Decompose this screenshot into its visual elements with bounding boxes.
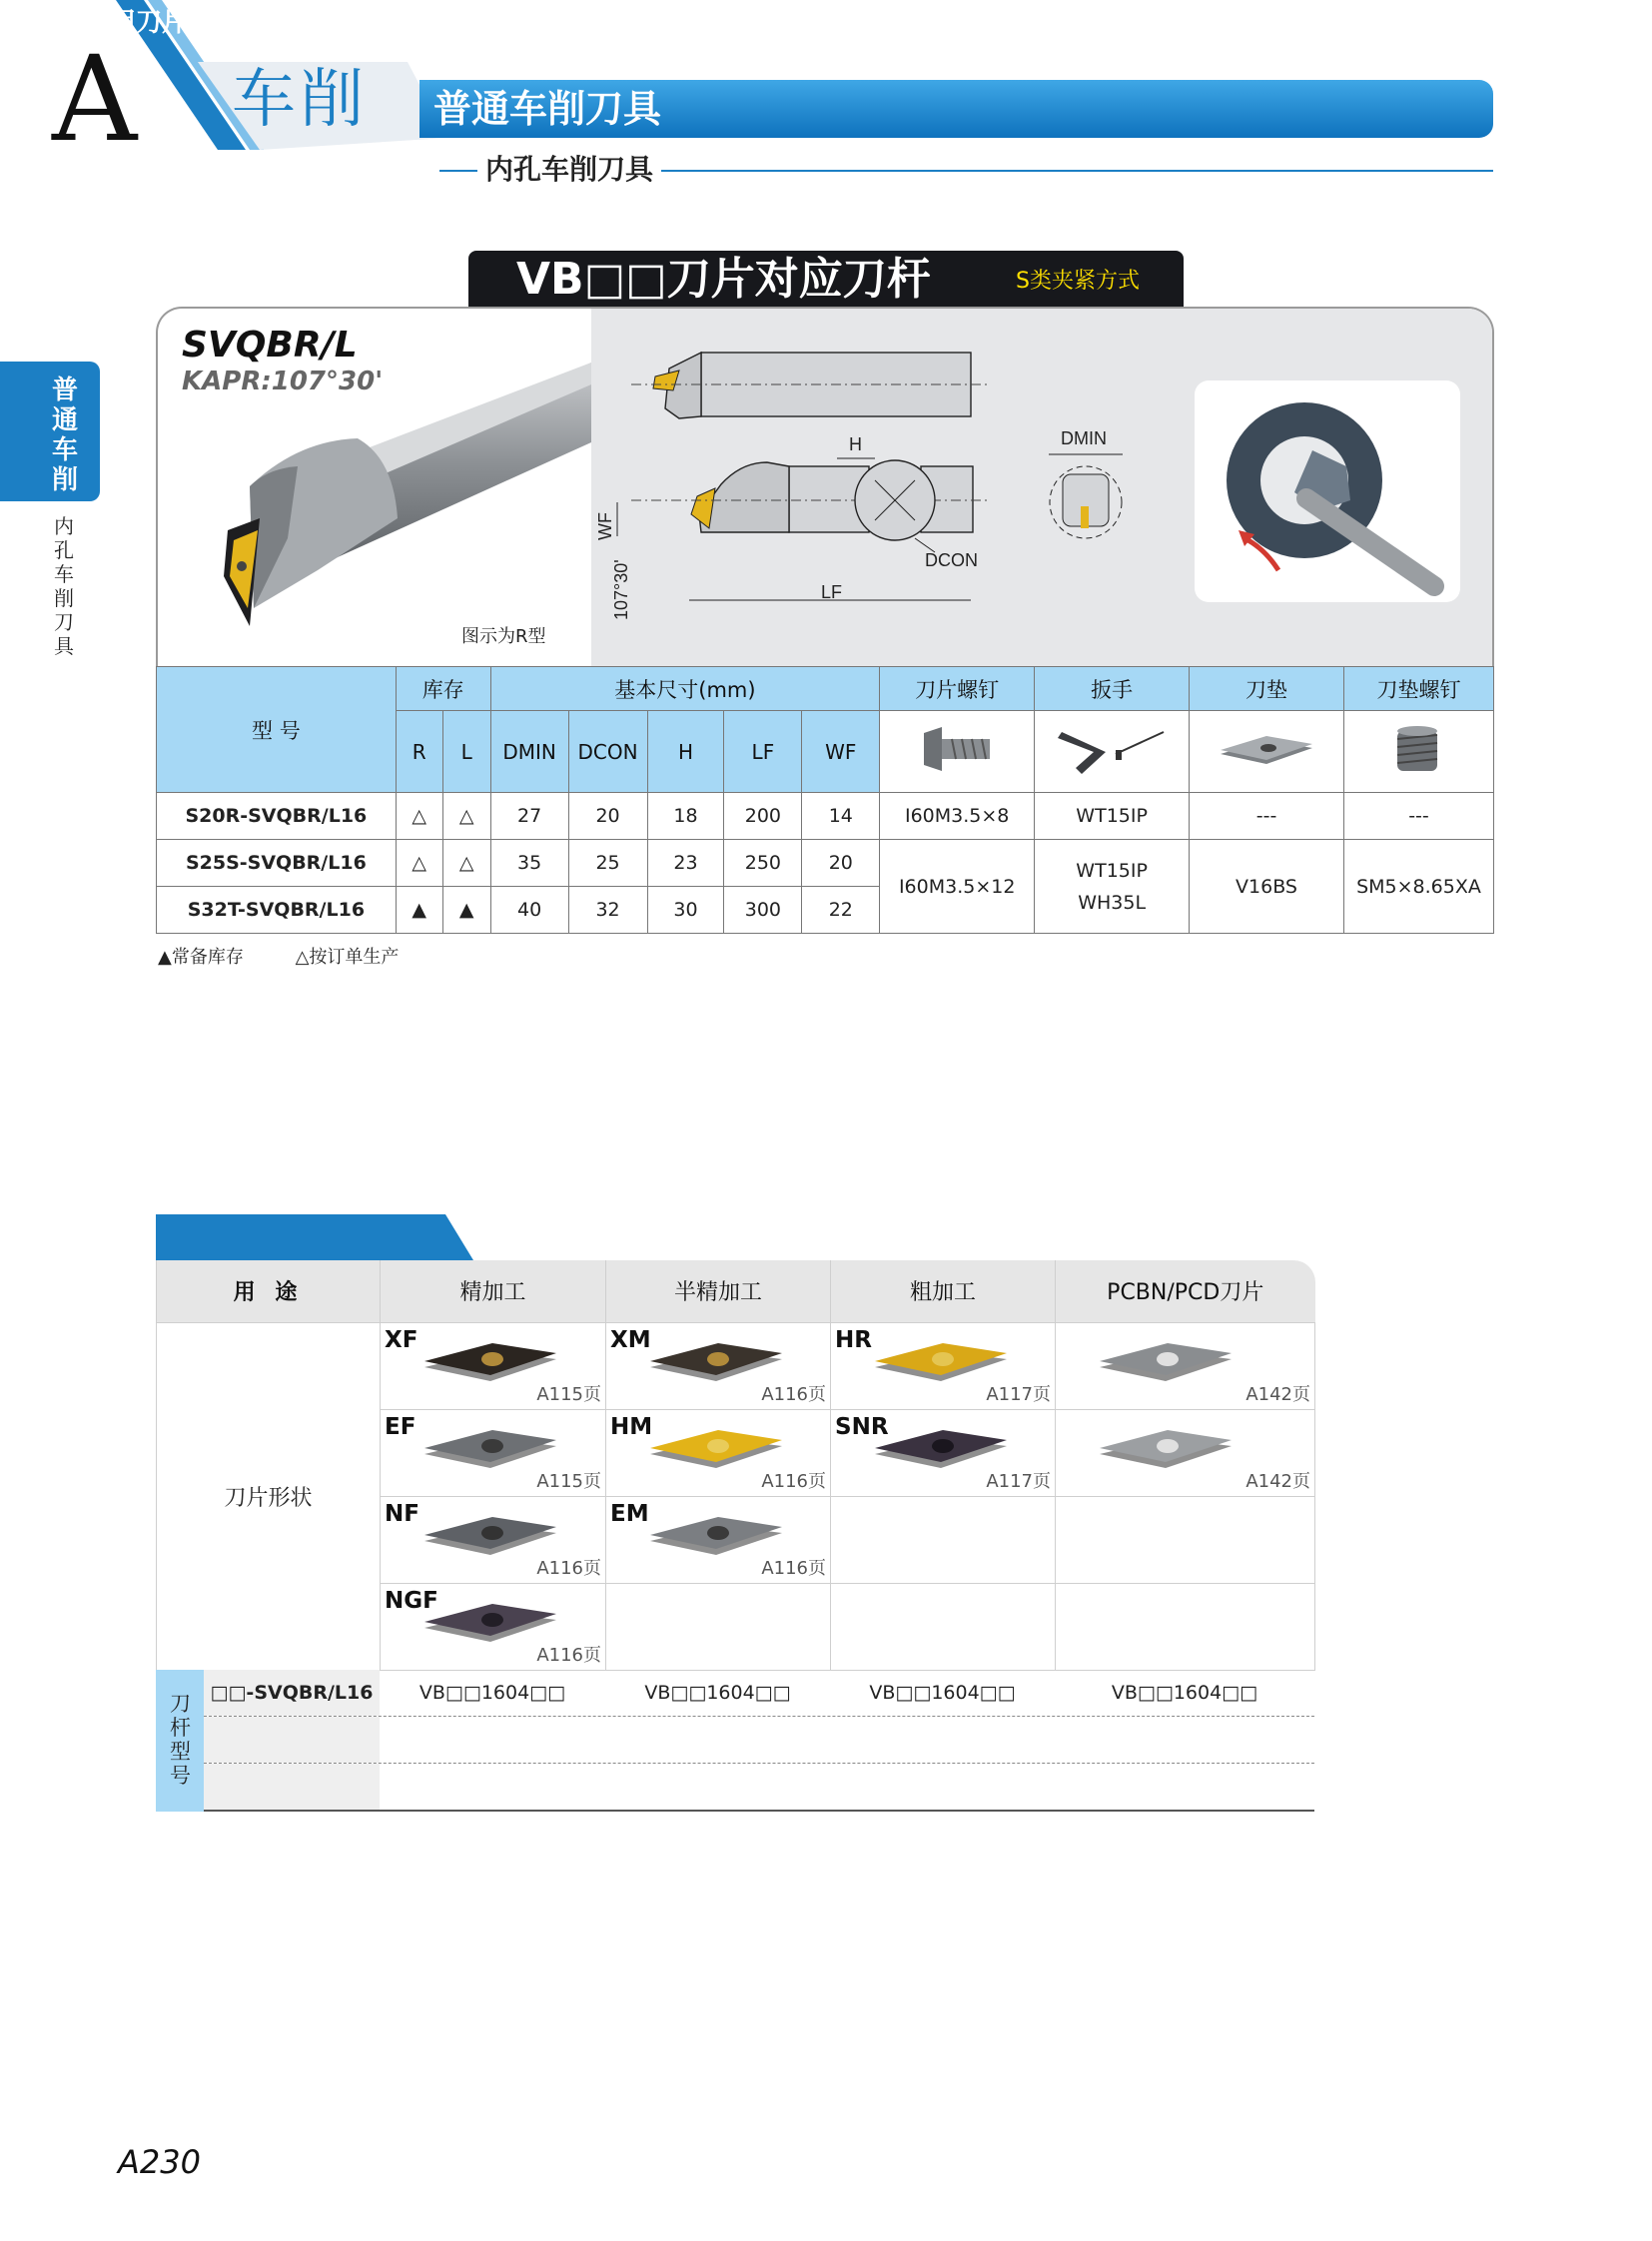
shim-cell: --- [1190,793,1344,840]
sub-lf-header: LF [724,711,802,793]
product-panel [156,307,1494,666]
wrench-value: WT15IP [1076,859,1148,882]
header-bar-title: 普通车削刀具 [433,87,662,131]
insert-page-ref: A116页 [761,1383,827,1405]
inserts-tab-shape [156,1214,473,1260]
dim-label-dcon: DCON [925,550,978,570]
col-semi-header: 半精加工 [606,1260,831,1322]
stock-r-cell: ▲ [396,887,442,934]
sub-dcon-header: DCON [568,711,647,793]
sub-l-header: L [442,711,490,793]
h-cell: 30 [647,887,724,934]
torx-screw-icon [912,719,1002,779]
shape-label: 刀片形状 [157,1322,381,1670]
h-cell: 23 [647,840,724,887]
h-cell: 18 [647,793,724,840]
insert-page-ref: A115页 [536,1470,602,1492]
empty-insert-cell [831,1583,1056,1670]
dim-label-lf: LF [821,582,843,602]
page-subtitle: 内孔车削刀具 [477,152,661,188]
dcon-cell: 25 [568,840,647,887]
insert-page-ref: A142页 [1245,1470,1311,1492]
side-sub-label: 内孔车削刀具 [54,514,74,658]
col-use-header: 用 途 [157,1260,381,1322]
dim-label-dmin: DMIN [1061,428,1107,448]
dim-label-wf: WF [595,512,615,540]
empty-insert-cell [606,1583,831,1670]
product-section-title [468,251,1184,307]
insert-cell [606,1496,831,1583]
wrench-cell [1035,840,1190,934]
model-cell: S32T-SVQBR/L16 [157,887,397,934]
insert-cell [381,1583,606,1670]
dmin-cell: 27 [490,793,568,840]
insert-grade-name: XM [610,1326,651,1353]
dmin-cell: 40 [490,887,568,934]
col-shim-header: 刀垫 [1190,667,1344,711]
shim-screw-icon [1383,719,1453,779]
sub-r-header: R [396,711,442,793]
insert-shape-icon [1098,1337,1234,1391]
stock-l-cell: ▲ [442,887,490,934]
holder-insert-finish: VB□□1604□□ [418,1682,566,1704]
holder-insert-pcbn: VB□□1604□□ [1111,1682,1258,1704]
spec-row [157,840,1494,887]
insert-page-ref: A115页 [536,1383,602,1405]
wf-cell: 22 [802,887,880,934]
insert-grade-name: NGF [385,1587,438,1614]
header-bar [419,80,1493,138]
screw-cell: I60M3.5×12 [880,840,1035,934]
stock-r-cell: △ [396,793,442,840]
screw-cell: I60M3.5×8 [880,793,1035,840]
shim-screw-cell: SM5×8.65XA [1343,840,1493,934]
side-tab [0,362,100,501]
holder-row-empty [204,1764,1314,1811]
insert-cell [1056,1322,1315,1409]
side-tab-label: 普通车削 [52,375,79,495]
shim-screw-cell: --- [1343,793,1493,840]
wrench-cell: WT15IP [1035,793,1190,840]
spec-table [156,666,1494,934]
insert-cell [381,1409,606,1496]
insert-cell [606,1322,831,1409]
empty-insert-cell [1056,1496,1315,1583]
insert-cell [831,1322,1056,1409]
holder-row-empty [204,1717,1314,1764]
page-number: A230 [118,2143,201,2181]
sub-dmin-header: DMIN [490,711,568,793]
insert-grade-name: SNR [835,1413,889,1440]
wf-cell: 20 [802,840,880,887]
stock-r-cell: △ [396,840,442,887]
insert-page-ref: A116页 [536,1557,602,1579]
insert-page-ref: A117页 [986,1383,1052,1405]
figure-note: 图示为R型 [461,626,546,647]
col-pcbn-header: PCBN/PCD刀片 [1056,1260,1315,1322]
insert-page-ref: A142页 [1245,1383,1311,1405]
empty-insert-cell [1056,1583,1315,1670]
holder-insert-semi: VB□□1604□□ [644,1682,791,1704]
insert-grade-name: HM [610,1413,653,1440]
lf-cell: 250 [724,840,802,887]
insert-cell [1056,1409,1315,1496]
torx-wrench-icon [1052,714,1172,784]
insert-grade-name: HR [835,1326,872,1353]
sub-wf-header: WF [802,711,880,793]
wf-cell: 14 [802,793,880,840]
col-finish-header: 精加工 [381,1260,606,1322]
screw-image [880,711,1035,793]
holder-insert-rough: VB□□1604□□ [869,1682,1016,1704]
insert-cell [606,1409,831,1496]
shim-cell: V16BS [1190,840,1344,934]
mounting-photo [1195,380,1460,602]
holder-side-label: 刀杆型号 [170,1692,191,1788]
dimension-drawing [591,309,1011,638]
lf-cell: 300 [724,887,802,934]
empty-insert-cell [831,1496,1056,1583]
dmin-cell: 35 [490,840,568,887]
stock-l-cell: △ [442,793,490,840]
insert-page-ref: A116页 [761,1557,827,1579]
insert-cell [381,1322,606,1409]
clamp-type-label: S类夹紧方式 [1016,269,1140,294]
mounting-illustration-icon [1195,380,1460,602]
shim-image [1190,711,1344,793]
stock-legend [158,943,444,969]
col-screw-header: 刀片螺钉 [880,667,1035,711]
spec-row [157,793,1494,840]
col-wrench-header: 扳手 [1035,667,1190,711]
holder-model-empty [204,1717,380,1763]
insert-cell [831,1409,1056,1496]
insert-page-ref: A117页 [986,1470,1052,1492]
lf-cell: 200 [724,793,802,840]
insert-shape-icon [1098,1424,1234,1478]
insert-grade-name: NF [385,1500,419,1527]
col-rough-header: 粗加工 [831,1260,1056,1322]
col-dims-header: 基本尺寸(mm) [490,667,880,711]
product-section-heading: VB□□刀片对应刀杆 [516,254,931,305]
insert-grade-name: XF [385,1326,418,1353]
col-model-header: 型 号 [157,667,397,793]
insert-grade-name: EF [385,1413,416,1440]
sub-h-header: H [647,711,724,793]
shim-icon [1217,724,1316,774]
section-letter: A [52,30,138,168]
dim-label-angle: 107°30' [611,559,631,620]
dcon-cell: 20 [568,793,647,840]
dim-label-h: H [849,434,862,454]
model-cell: S25S-SVQBR/L16 [157,840,397,887]
inserts-tab-label: 适用刀片 [84,8,189,38]
dcon-cell: 32 [568,887,647,934]
model-cell: S20R-SVQBR/L16 [157,793,397,840]
legend-order: △按订单生产 [295,947,400,968]
category-title: 车削 [232,63,368,137]
dmin-end-view [1041,426,1131,546]
holder-row [204,1670,1314,1717]
legend-stock: ▲常备库存 [158,947,244,968]
col-stock-header: 库存 [396,667,490,711]
insert-page-ref: A116页 [761,1470,827,1492]
stock-l-cell: △ [442,840,490,887]
shim-screw-image [1343,711,1493,793]
inserts-table [156,1260,1315,1671]
wrench-image [1035,711,1190,793]
product-kapr: KAPR:107°30' [182,367,384,396]
product-name: SVQBR/L [182,325,358,366]
holder-model-empty [204,1764,380,1810]
insert-cell [381,1496,606,1583]
inserts-section [156,1260,1314,1812]
insert-page-ref: A116页 [536,1644,602,1666]
holder-model: □□-SVQBR/L16 [204,1670,380,1716]
insert-grade-name: EM [610,1500,649,1527]
wrench-value: WH35L [1078,891,1147,914]
col-shim-screw-header: 刀垫螺钉 [1343,667,1493,711]
